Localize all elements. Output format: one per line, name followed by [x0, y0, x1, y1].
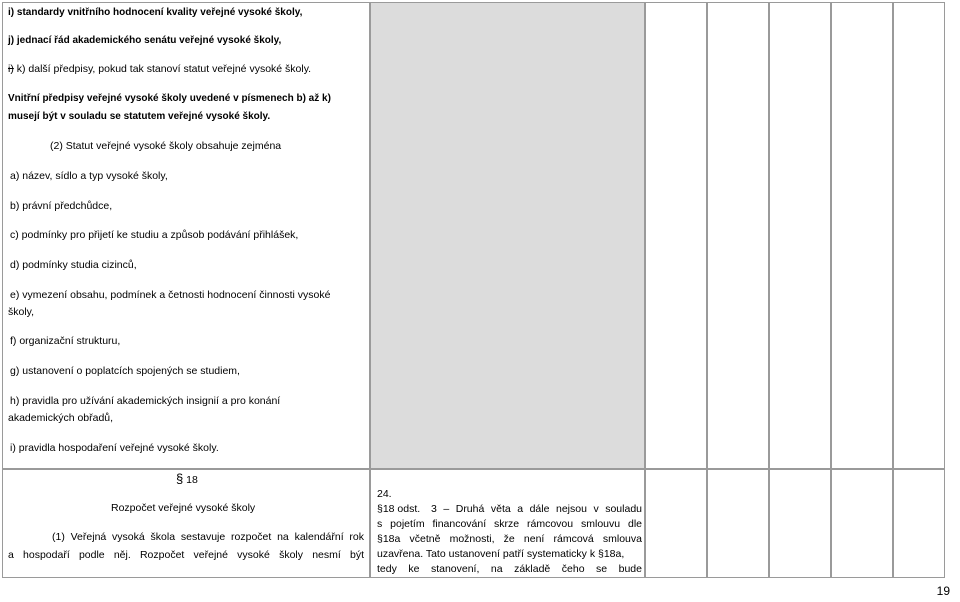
item-i-line: i) standardy vnitřního hodnocení kvality veřejné vysoké školy,: [8, 7, 303, 18]
section-18-paragraph-line-1: (1) Veřejná vysoká škola sestavuje rozpočet na kalendářní rok: [52, 531, 364, 543]
column-4-bottom-cell: [707, 469, 769, 578]
column-4-top-cell: [707, 2, 769, 469]
comment-top-cell: [370, 2, 645, 469]
column-5-top-cell: [769, 2, 831, 469]
column-7-bottom-cell: [893, 469, 945, 578]
column-3-top-cell: [645, 2, 707, 469]
page-number: 19: [936, 584, 950, 598]
statute-heading: (2) Statut veřejné vysoké školy obsahuje zejména: [50, 140, 282, 152]
section-number: 18: [186, 474, 198, 486]
comment-line-4: uzavřena. Tato ustanovení patří systematicky k §18a,: [377, 548, 625, 560]
comment-number: 24.: [377, 488, 392, 500]
item-k-text: k) další předpisy, pokud tak stanoví statut veřejné vysoké školy.: [13, 63, 312, 75]
statute-item-e-line-1: e) vymezení obsahu, podmínek a četnosti hodnocení činnosti vysoké: [10, 289, 331, 301]
item-k-line: [8, 63, 311, 76]
statute-item-a: a) název, sídlo a typ vysoké školy,: [10, 170, 168, 182]
comment-line-2: s pojetím financování skrze rámcovou smlouvu dle: [377, 518, 642, 530]
comment-reference: §18 odst.: [377, 503, 421, 515]
section-18-title: Rozpočet veřejné vysoké školy: [111, 502, 256, 514]
item-j-line: j) jednací řád akademického senátu veřejné vysoké školy,: [8, 35, 282, 46]
statute-item-h-line-1: h) pravidla pro užívání akademických insignií a pro konání: [10, 395, 281, 407]
section-symbol: §: [176, 471, 184, 486]
comment-line-5: tedy ke stanovení, na základě čeho se bude: [377, 563, 642, 575]
column-5-bottom-cell: [769, 469, 831, 578]
section-18-paragraph-line-2: a hospodaří podle něj. Rozpočet veřejné vysoké školy nesmí být: [8, 549, 364, 561]
internal-rules-note-line-2: musejí být v souladu se statutem veřejné vysoké školy.: [8, 111, 271, 122]
statute-item-d: d) podmínky studia cizinců,: [10, 259, 137, 271]
column-6-bottom-cell: [831, 469, 893, 578]
internal-rules-note-line-1: Vnitřní předpisy veřejné vysoké školy uvedené v písmenech b) až k): [8, 93, 331, 104]
statute-item-e-line-2: školy,: [8, 306, 35, 318]
comment-line-3: §18a včetně možnosti, že není rámcová smlouva: [377, 533, 642, 545]
section-18-heading: [176, 472, 198, 487]
statute-item-f: f) organizační strukturu,: [10, 335, 121, 347]
statute-item-b: b) právní předchůdce,: [10, 200, 113, 212]
column-6-top-cell: [831, 2, 893, 469]
statute-item-i: i) pravidla hospodaření veřejné vysoké školy.: [10, 442, 219, 454]
statute-item-g: g) ustanovení o poplatcích spojených se studiem,: [10, 365, 240, 377]
column-7-top-cell: [893, 2, 945, 469]
column-3-bottom-cell: [645, 469, 707, 578]
comment-line-1: 3 – Druhá věta a dále nejsou v souladu: [431, 503, 642, 515]
statute-item-c: c) podmínky pro přijetí ke studiu a způsob podávání přihlášek,: [10, 229, 299, 241]
item-k-struck-label: i): [8, 63, 14, 75]
statute-item-h-line-2: akademických obřadů,: [8, 412, 114, 424]
